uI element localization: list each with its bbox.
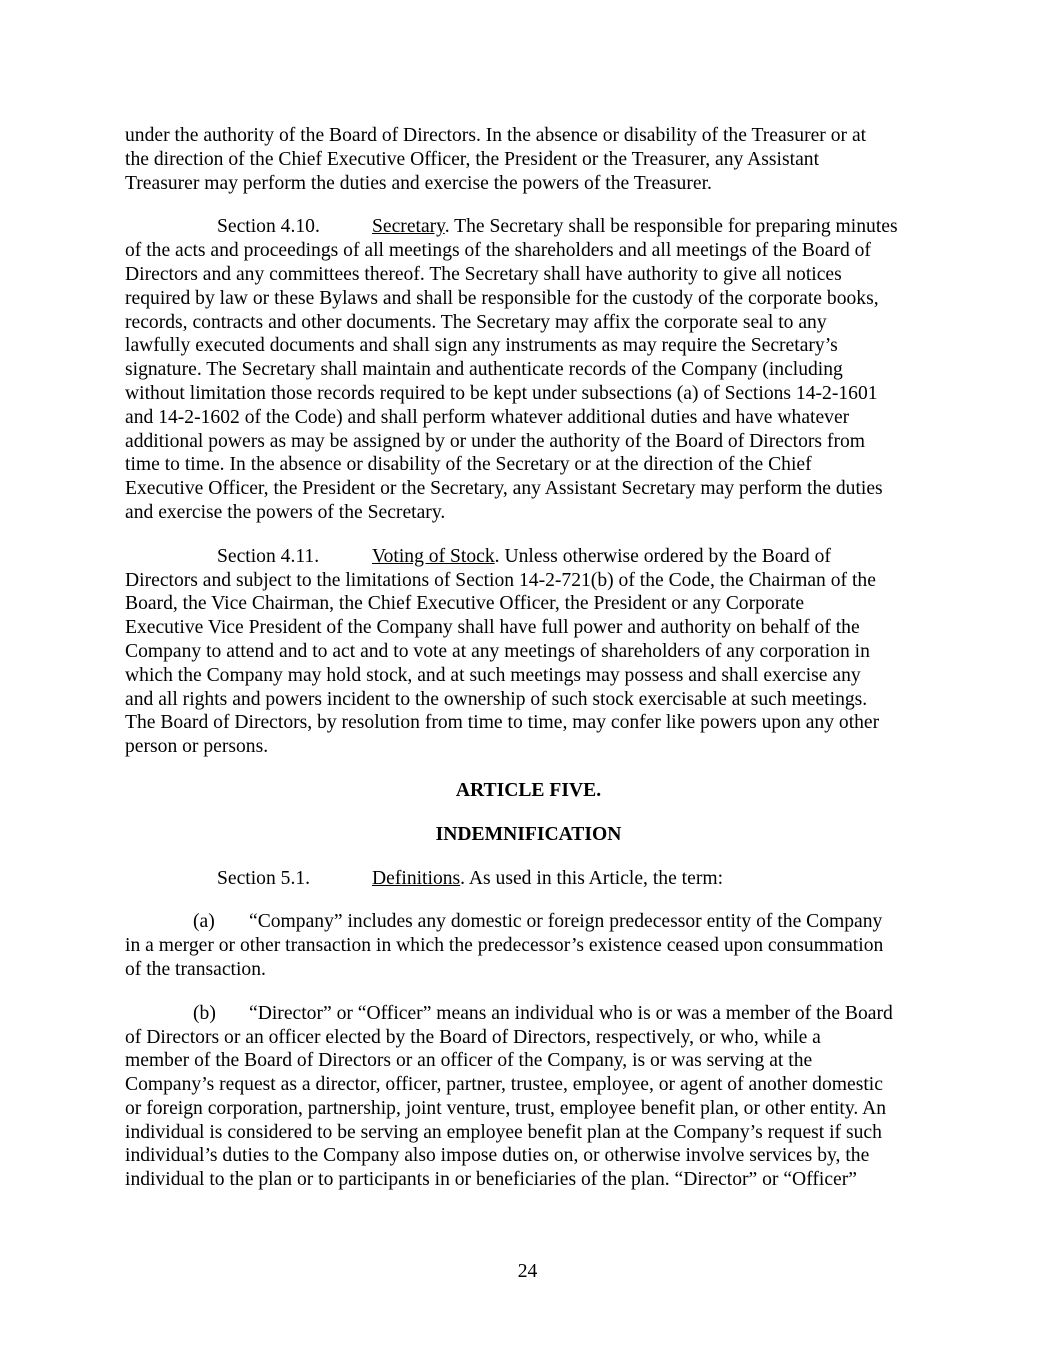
page-number: 24 — [517, 1261, 538, 1282]
section-5-1-paragraph — [125, 867, 932, 891]
section-4-10-paragraph — [125, 215, 932, 524]
clause-body: “Company” includes any domestic or foreign predecessor entity of the Company in a merger or other transaction in which the predecessor’s existence ceased upon consummation of the transaction. — [125, 911, 884, 980]
section-title: Definitions — [372, 867, 461, 889]
clause-a-paragraph — [125, 910, 932, 981]
section-4-11-paragraph — [125, 545, 932, 759]
section-number: Section 5.1. — [217, 867, 311, 889]
article-heading: ARTICLE FIVE. — [455, 779, 602, 801]
section-title: Voting of Stock — [372, 545, 495, 567]
clause-b-paragraph — [125, 1002, 932, 1192]
document-page — [125, 124, 932, 1212]
paragraph-treasurer-continuation: under the authority of the Board of Directors. In the absence or disability of the Treasurer or at the direction of the Chief Executive Officer, the President or the Treasurer, any Assistant Treasurer may perform the duties and exercise the powers of the Treasurer. — [125, 125, 867, 194]
clause-label: (a) — [193, 911, 215, 933]
article-subheading: INDEMNIFICATION — [435, 823, 622, 845]
clause-body: “Director” or “Officer” means an individual who is or was a member of the Board of Directors or an officer elected by the Board of Directors, respectively, or who, while a member of the Board of Directors or an officer of the Company, is or was serving at the Company’s request as a director, officer, partner, trustee, employee, or agent of another domestic or foreign corporation, partnership, joint venture, trust, employee benefit plan, or other entity. An individual is considered to be serving an employee benefit plan at the Company’s request if such individual’s duties to the Company also impose duties on, or otherwise involve services by, the individual to the plan or to participants in or beneficiaries of the plan. “Director” or “Officer” — [125, 1002, 893, 1191]
section-body: . Unless otherwise ordered by the Board of Directors and subject to the limitations of Section 14-2-721(b) of the Code, the Chairman of the Board, the Vice Chairman, the Chief Executive Officer, the President or any Corporate Executive Vice President of the Company shall have full power and authority on behalf of the Company to attend and to act and to vote at any meetings of shareholders of any corporation in which the Company may hold stock, and at such meetings may possess and shall exercise any and all rights and powers incident to the ownership of such stock exercisable at such meetings. The Board of Directors, by resolution from time to time, may confer like powers upon any other person or persons. — [125, 545, 880, 758]
section-body: . The Secretary shall be responsible for preparing minutes of the acts and proceedings of all meetings of the shareholders and all meetings of the Board of Directors and any committees thereof. The Secretary shall have authority to give all notices required by law or these Bylaws and shall be responsible for the custody of the corporate books, records, contracts and other documents. The Secretary may affix the corporate seal to any lawfully executed documents and shall sign any instruments as may require the Secretary’s signature. The Secretary shall maintain and authenticate records of the Company (including without limitation those records required to be kept under subsections (a) of Sections 14-2-1601 and 14-2-1602 of the Code) and shall perform whatever additional duties and have whatever additional powers as may be assigned by or under the authority of the Board of Directors from time to time. In the absence or disability of the Secretary or at the direction of the Chief Executive Officer, the President or the Secretary, any Assistant Secretary may perform the duties and exercise the powers of the Secretary. — [125, 216, 898, 523]
section-body: . As used in this Article, the term: — [460, 867, 724, 889]
section-number: Section 4.11. — [217, 545, 320, 567]
section-number: Section 4.10. — [217, 216, 320, 238]
section-title: Secretary — [372, 216, 445, 238]
clause-label: (b) — [193, 1002, 216, 1024]
